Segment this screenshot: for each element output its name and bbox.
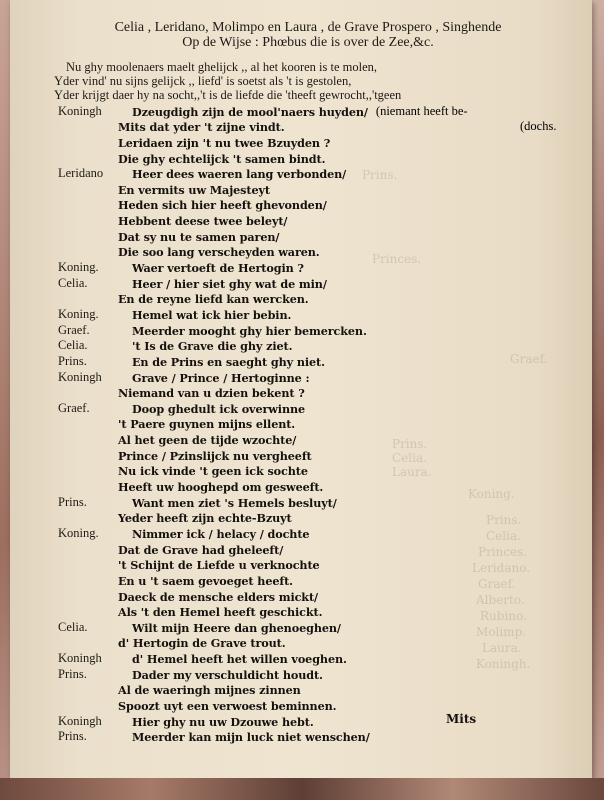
dialogue-line xyxy=(58,338,578,354)
dialogue-line xyxy=(58,525,578,541)
verse-text: d' Hertogin de Grave trout. xyxy=(118,636,286,651)
show-through-label: Molimp. xyxy=(476,625,527,639)
verse-text: Mits dat yder 't zijne vindt. xyxy=(118,120,285,135)
speaker-name: Leridano xyxy=(58,166,104,181)
dialogue-line xyxy=(58,494,578,510)
speaker-name: Koningh xyxy=(58,651,102,666)
verse-text: Spoozt uyt een verwoest beminnen. xyxy=(118,698,337,713)
show-through-label: Celia. xyxy=(486,529,521,543)
dialogue-line xyxy=(58,557,578,573)
speaker-name: Koningh xyxy=(58,713,102,728)
verse-text: Grave / Prince / Hertoginne : xyxy=(132,370,310,385)
speaker-name: Prins. xyxy=(58,666,87,681)
dialogue-line xyxy=(58,572,578,588)
dialogue-line xyxy=(58,134,578,150)
show-through-label: Laura. xyxy=(392,465,432,479)
verse-text: Meerder mooght ghy hier bemercken. xyxy=(132,323,367,338)
intro-line: Yder krijgt daer hy na socht,,'t is de liefde die 'theeft gewrocht,,'tgeen xyxy=(54,88,402,102)
intro-line: Nu ghy moolenaers maelt ghelijck ,, al het kooren is te molen, xyxy=(66,60,378,74)
dialogue-line xyxy=(58,463,578,479)
verse-text: Die ghy echtelijck 't samen bindt. xyxy=(118,151,326,166)
verse-text: Wilt mijn Heere dan ghenoeghen/ xyxy=(132,620,341,635)
dialogue-line xyxy=(58,666,578,682)
verse-text: 't Schijnt de Liefde u verknochte xyxy=(118,558,320,573)
verse-text: Heden sich hier heeft ghevonden/ xyxy=(118,198,327,213)
speaker-name: Koning. xyxy=(58,306,99,321)
verse-text: Heer / hier siet ghy wat de min/ xyxy=(132,276,327,291)
dialogue-line xyxy=(58,228,578,244)
verse-text: Als 't den Hemel heeft geschickt. xyxy=(118,605,323,620)
speaker-name: Koningh xyxy=(58,369,102,384)
dialogue-line xyxy=(58,619,578,635)
verse-text: Want men ziet 's Hemels besluyt/ xyxy=(132,495,337,510)
show-through-label: Princes. xyxy=(478,545,528,559)
dialogue-line xyxy=(58,697,578,713)
verse-text: Prince / Pzinslijck nu vergheeft xyxy=(118,448,312,463)
verse-text: Dader my verschuldicht houdt. xyxy=(132,667,323,682)
dialogue-line xyxy=(58,635,578,651)
verse-text: En vermits uw Majesteyt xyxy=(118,182,270,197)
verse-text: Hier ghy nu uw Dzouwe hebt. xyxy=(132,714,314,729)
dialogue-line xyxy=(58,478,578,494)
speaker-name: Celia. xyxy=(58,275,88,290)
dialogue-line xyxy=(58,150,578,166)
dialogue-line xyxy=(58,275,578,291)
verse-text: Waer vertoeft de Hertogin ? xyxy=(132,261,304,276)
show-through-label: Alberto. xyxy=(476,593,525,607)
speaker-name: Koning. xyxy=(58,260,99,275)
verse-text: Hebbent deese twee beleyt/ xyxy=(118,214,288,229)
verse-text: Die soo lang verscheyden waren. xyxy=(118,245,320,260)
show-through-label: Koningh. xyxy=(476,657,531,671)
dialogue-line xyxy=(58,416,578,432)
dialogue-line xyxy=(58,447,578,463)
dialogue-line xyxy=(58,197,578,213)
dialogue-line xyxy=(58,322,578,338)
show-through-label: Prins. xyxy=(486,513,522,527)
verse-text: Al de waeringh mijnes zinnen xyxy=(118,683,301,698)
show-through-label: Prins. xyxy=(392,437,428,451)
verse-text: 't Is de Grave die ghy ziet. xyxy=(132,339,293,354)
verse-text: En de Prins en saeght ghy niet. xyxy=(132,354,325,369)
dialogue-line xyxy=(58,588,578,604)
verse-text: Meerder kan mijn luck niet wenschen/ xyxy=(132,730,370,745)
runover-text: (niemant heeft be- xyxy=(375,103,468,118)
verse-text: Dat sy nu te samen paren/ xyxy=(118,229,280,244)
header-line: Celia , Leridano, Molimpo en Laura , de Grave Prospero , Singhende xyxy=(114,20,502,35)
show-through-label: Graef. xyxy=(478,577,516,591)
dialogue-line xyxy=(58,181,578,197)
dialogue-line xyxy=(58,291,578,307)
marbled-cover-edge xyxy=(0,778,604,800)
verse-text: Heer dees waeren lang verbonden/ xyxy=(132,167,347,182)
dialogue-line xyxy=(58,103,578,119)
dialogue-line xyxy=(58,369,578,385)
speaker-name: Graef. xyxy=(58,400,90,415)
verse-text: Dzeugdigh zijn de mool'naers huyden/ xyxy=(132,104,368,119)
speaker-name: Celia. xyxy=(58,619,88,634)
show-through-label: Celia. xyxy=(392,451,427,465)
show-through-label: Laura. xyxy=(482,641,522,655)
verse-text: Nu ick vinde 't geen ick sochte xyxy=(118,464,308,479)
dialogue-line xyxy=(58,212,578,228)
dialogue-line xyxy=(58,244,578,260)
verse-text: Dat de Grave had gheleeft/ xyxy=(118,542,284,557)
show-through-label: Leridano. xyxy=(472,561,531,575)
verse-text: d' Hemel heeft het willen voeghen. xyxy=(132,652,347,667)
dialogue-line xyxy=(58,604,578,620)
verse-text: Nimmer ick / helacy / dochte xyxy=(132,526,310,541)
speaker-name: Celia. xyxy=(58,338,88,353)
book-page xyxy=(10,0,592,778)
intro-verse xyxy=(54,60,401,102)
speaker-name: Prins. xyxy=(58,494,87,509)
speaker-name: Prins. xyxy=(58,729,87,744)
dialogue-line xyxy=(58,166,578,182)
verse-text: Daeck de mensche elders mickt/ xyxy=(118,589,319,604)
show-through-label: Prins. xyxy=(362,168,398,182)
dialogue-line xyxy=(58,713,578,729)
verse-text: Leridaen zijn 't nu twee Bzuyden ? xyxy=(118,135,331,150)
verse-text: Yeder heeft zijn echte-Bzuyt xyxy=(118,511,292,526)
catchword: Mits xyxy=(446,712,477,726)
verse-text: Doop ghedult ick overwinne xyxy=(132,401,306,416)
verse-text: Niemand van u dzien bekent ? xyxy=(118,386,305,401)
dialogue-line xyxy=(58,682,578,698)
show-through-label: Koning. xyxy=(468,487,515,501)
dialogue-line xyxy=(58,541,578,557)
verse-text: 't Paere guynen mijns ellent. xyxy=(118,417,296,432)
show-through-label: Rubino. xyxy=(480,609,527,623)
runover-text: (dochs. xyxy=(520,119,557,134)
speaker-name: Koning. xyxy=(58,525,99,540)
verse-text: Heeft uw hooghepd om gesweeft. xyxy=(118,480,324,495)
dialogue-line xyxy=(58,385,578,401)
dialogue-line xyxy=(58,650,578,666)
header-line: Op de Wijse : Phœbus die is over de Zee,&c. xyxy=(182,35,434,50)
speaker-name: Graef. xyxy=(58,322,90,337)
dialogue-line xyxy=(58,431,578,447)
dialogue-line xyxy=(58,259,578,275)
dialogue-line xyxy=(58,729,578,745)
verse-text: En u 't saem gevoeget heeft. xyxy=(118,573,293,588)
verse-text: Al het geen de tijde wzochte/ xyxy=(118,433,297,448)
show-through-label: Princes. xyxy=(372,252,422,266)
dialogue-line xyxy=(58,119,578,135)
song-header xyxy=(73,20,543,50)
dialogue-line xyxy=(58,510,578,526)
speaker-name: Koningh xyxy=(58,103,102,118)
dialogue-line xyxy=(58,306,578,322)
show-through-label: Graef. xyxy=(510,352,548,366)
verse-text: En de reyne liefd kan wercken. xyxy=(118,292,309,307)
intro-line: Yder vind' nu sijns gelijck ,, liefd' is soetst als 't is gestolen, xyxy=(54,74,352,88)
verse-text: Hemel wat ick hier bebin. xyxy=(132,307,292,322)
speaker-name: Prins. xyxy=(58,353,87,368)
dialogue-block xyxy=(58,103,578,744)
dialogue-line xyxy=(58,353,578,369)
dialogue-line xyxy=(58,400,578,416)
